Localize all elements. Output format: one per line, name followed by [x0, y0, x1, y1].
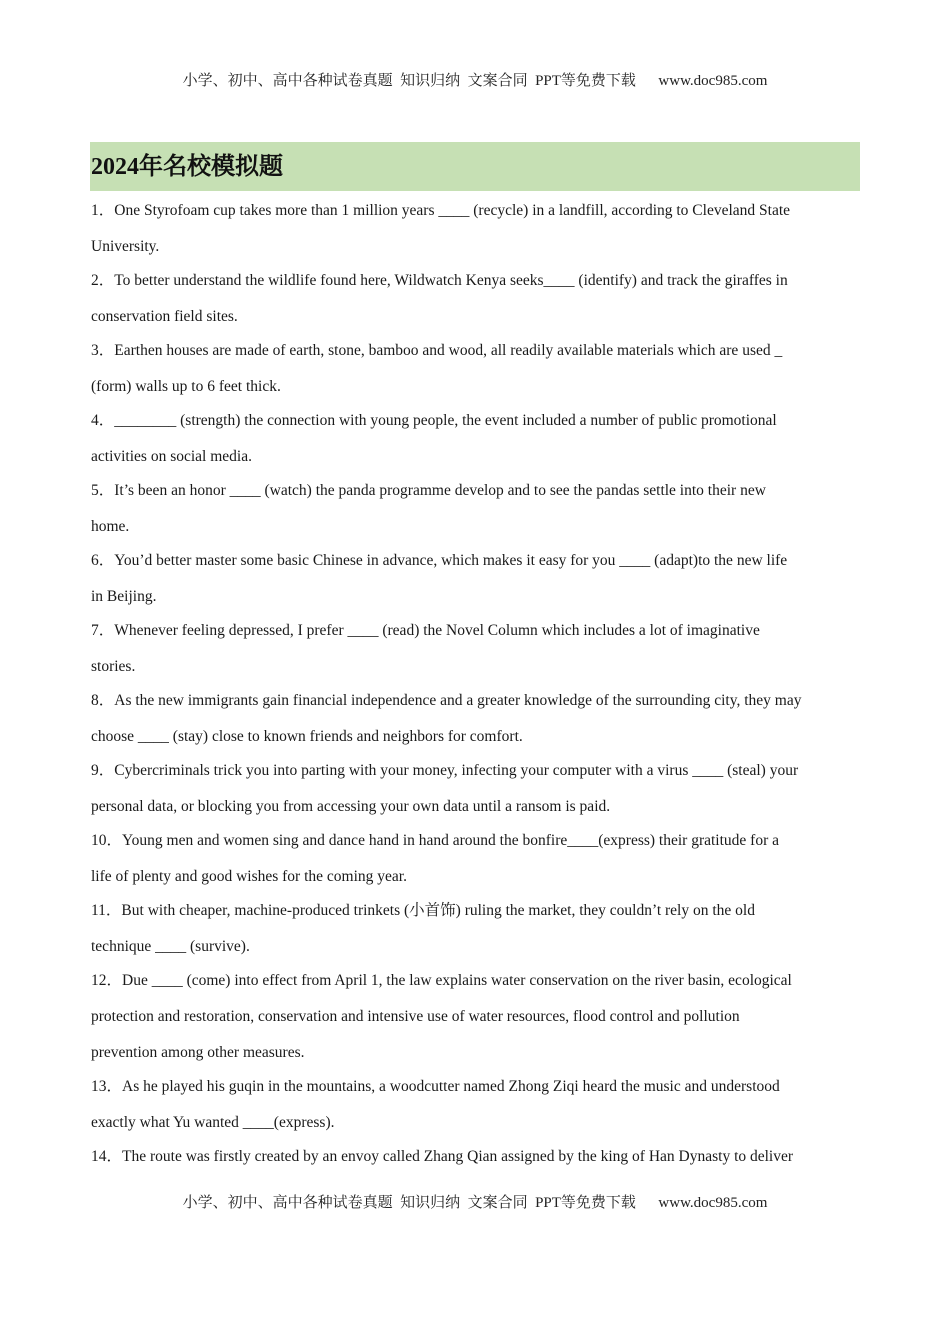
- question-text-line: 13．As he played his guqin in the mountains, a woodcutter named Zhong Ziqi heard the music and understood: [91, 1078, 780, 1095]
- question-text-line: 10．Young men and women sing and dance hand in hand around the bonfire____(express) their gratitude for a: [91, 832, 780, 849]
- question-text-line: 9．Cybercriminals trick you into parting with your money, infecting your computer with a virus ____ (steal) your: [91, 762, 799, 779]
- question-text-line: 8．As the new immigrants gain financial independence and a greater knowledge of the surrounding city, they may: [91, 692, 802, 709]
- question-item: [91, 753, 861, 823]
- question-text-line: 3．Earthen houses are made of earth, stone, bamboo and wood, all readily available materials which are used _: [91, 342, 783, 359]
- question-text-line: home.: [91, 518, 130, 535]
- question-text-line: activities on social media.: [91, 448, 252, 465]
- question-item: [91, 1069, 861, 1139]
- question-text-line: conservation field sites.: [91, 308, 238, 325]
- page-footer: 小学、初中、高中各种试卷真题 知识归纳 文案合同 PPT等免费下载 www.doc985.com: [182, 1195, 768, 1211]
- question-text-line: choose ____ (stay) close to known friends and neighbors for comfort.: [91, 728, 523, 745]
- question-text-line: technique ____ (survive).: [91, 938, 250, 955]
- question-item: [91, 1139, 861, 1175]
- page-header: 小学、初中、高中各种试卷真题 知识归纳 文案合同 PPT等免费下载 www.doc985.com: [182, 73, 768, 89]
- question-item: [91, 613, 861, 683]
- question-text-line: 5．It’s been an honor ____ (watch) the panda programme develop and to see the pandas settle into their new: [91, 482, 766, 499]
- question-item: [91, 823, 861, 893]
- section-banner: [90, 142, 860, 191]
- question-text-line: personal data, or blocking you from accessing your own data until a ransom is paid.: [91, 798, 611, 815]
- question-text-line: in Beijing.: [91, 588, 157, 605]
- question-item: [91, 193, 861, 263]
- question-text-line: 1．One Styrofoam cup takes more than 1 million years ____ (recycle) in a landfill, according to Cleveland State: [91, 202, 791, 219]
- question-text-line: prevention among other measures.: [91, 1044, 305, 1061]
- question-text-line: 6．You’d better master some basic Chinese in advance, which makes it easy for you ____ (adapt)to the new life: [91, 552, 788, 569]
- question-item: [91, 263, 861, 333]
- question-text-line: protection and restoration, conservation and intensive use of water resources, flood control and pollution: [91, 1008, 740, 1025]
- question-text-line: exactly what Yu wanted ____(express).: [91, 1114, 335, 1131]
- question-item: [91, 473, 861, 543]
- question-text-line: University.: [91, 238, 160, 255]
- question-text-line: 11．But with cheaper, machine-produced trinkets (小首饰) ruling the market, they couldn’t rely on the old: [91, 902, 755, 919]
- question-item: [91, 683, 861, 753]
- question-text-line: 12．Due ____ (come) into effect from April 1, the law explains water conservation on the river basin, ecological: [91, 972, 792, 989]
- question-item: [91, 333, 861, 403]
- question-text-line: life of plenty and good wishes for the coming year.: [91, 868, 407, 885]
- question-text-line: 7．Whenever feeling depressed, I prefer ____ (read) the Novel Column which includes a lot of imaginative: [91, 622, 760, 639]
- question-text-line: stories.: [91, 658, 136, 675]
- question-text-line: (form) walls up to 6 feet thick.: [91, 378, 281, 395]
- question-text-line: 14．The route was firstly created by an envoy called Zhang Qian assigned by the king of Han Dynasty to deliver: [91, 1148, 794, 1165]
- question-item: [91, 963, 861, 1069]
- question-text-line: 2．To better understand the wildlife found here, Wildwatch Kenya seeks____ (identify) and track the giraffes in: [91, 272, 788, 289]
- section-title: 2024年名校模拟题: [91, 154, 283, 180]
- question-list: [91, 193, 861, 1175]
- question-item: [91, 893, 861, 963]
- question-item: [91, 403, 861, 473]
- question-text-line: 4．________ (strength) the connection with young people, the event included a number of public promotional: [91, 412, 777, 429]
- question-item: [91, 543, 861, 613]
